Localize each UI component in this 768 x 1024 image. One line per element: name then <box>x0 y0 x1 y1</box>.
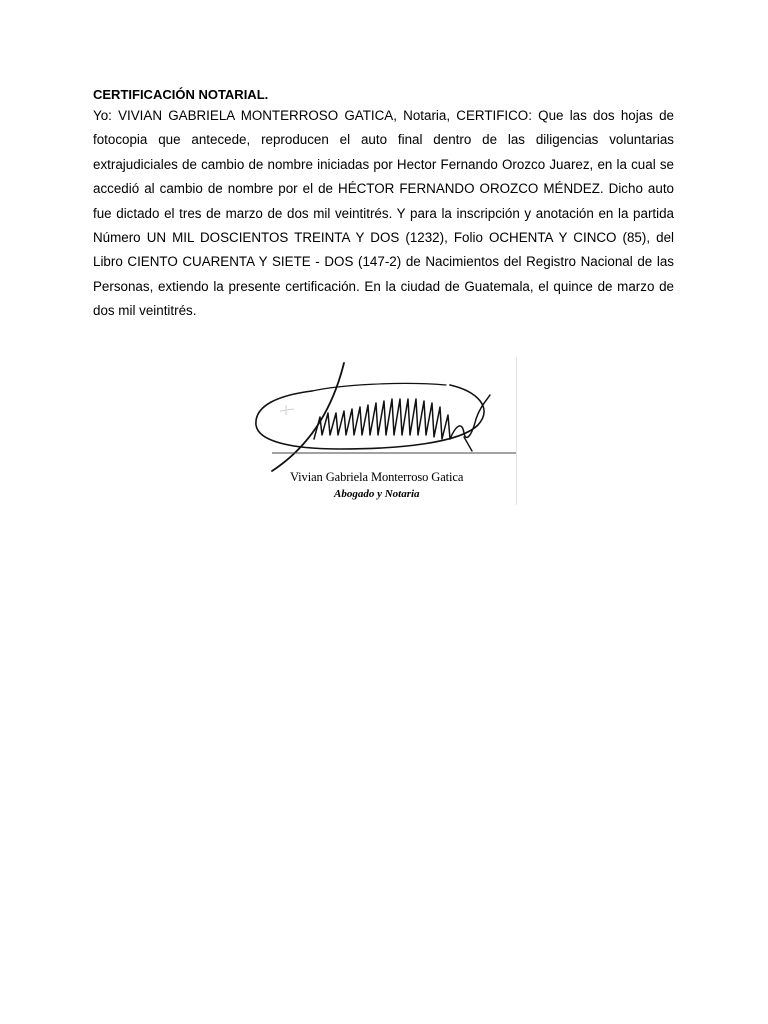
handwritten-signature-icon <box>250 355 518 473</box>
certification-document <box>93 86 674 324</box>
document-title: CERTIFICACIÓN NOTARIAL. <box>93 87 269 102</box>
signatory-name: Vivian Gabriela Monterroso Gatica <box>290 470 464 484</box>
signature-block <box>250 355 518 507</box>
certification-paragraph: Yo: VIVIAN GABRIELA MONTERROSO GATICA, Notaria, CERTIFICO: Que las dos hojas de fotocopia que antecede, reproducen el auto final dentro de las diligencias voluntarias extrajudiciales de cambio de nombre iniciadas por Hector Fernando Orozco Juarez, en la cual se accedió al cambio de nombre por el de HÉCTOR FERNANDO OROZCO MÉNDEZ. Dicho auto fue dictado el tres de marzo de dos mil veintitrés. Y para la inscripción y anotación en la partida Número UN MIL DOSCIENTOS TREINTA Y DOS (1232), Folio OCHENTA Y CINCO (85), del Libro CIENTO CUARENTA Y SIETE - DOS (147-2) de Nacimientos del Registro Nacional de las Personas, extiendo la presente certificación. En la ciudad de Guatemala, el quince de marzo de dos mil veintitrés. <box>93 108 674 319</box>
signatory-role: Abogado y Notaria <box>334 488 420 500</box>
